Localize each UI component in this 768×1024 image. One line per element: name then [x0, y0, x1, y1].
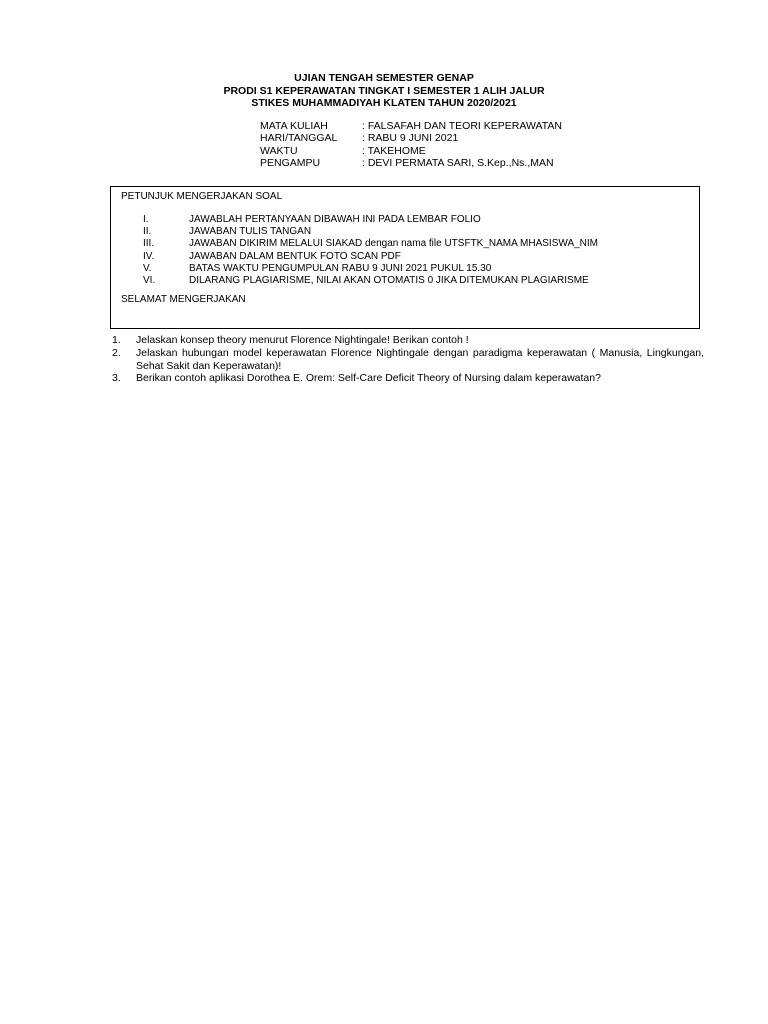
instruction-item	[143, 263, 598, 275]
instruction-text: JAWABAN DALAM BENTUK FOTO SCAN PDF	[189, 250, 401, 262]
info-value: : RABU 9 JUNI 2021	[362, 132, 459, 145]
exam-info	[260, 120, 562, 170]
question-text: Jelaskan konsep theory menurut Florence Nightingale! Berikan contoh !	[136, 334, 469, 346]
info-row-time	[260, 145, 562, 157]
info-row-course	[260, 120, 562, 132]
info-row-lecturer	[260, 157, 562, 169]
question-number: 2.	[112, 346, 121, 359]
instruction-text: BATAS WAKTU PENGUMPULAN RABU 9 JUNI 2021 PUKUL 15.30	[189, 262, 492, 274]
info-value: : TAKEHOME	[362, 144, 426, 157]
info-row-date	[260, 132, 562, 144]
info-label: PENGAMPU	[260, 157, 321, 170]
question-item	[112, 372, 704, 385]
question-text: Berikan contoh aplikasi Dorothea E. Orem: Self-Care Deficit Theory of Nursing dalam keperawatan?	[136, 372, 601, 385]
instruction-item	[143, 275, 598, 287]
instruction-item	[143, 214, 598, 226]
instructions-box	[110, 186, 700, 329]
question-item	[112, 334, 704, 347]
question-number: 3.	[112, 372, 121, 385]
instruction-number: IV.	[143, 250, 155, 262]
info-value: : FALSAFAH DAN TEORI KEPERAWATAN	[362, 120, 562, 132]
instruction-number: VI.	[143, 275, 156, 287]
instruction-item	[143, 226, 598, 238]
closing-text: SELAMAT MENGERJAKAN	[121, 294, 246, 305]
instruction-number: II.	[143, 226, 152, 238]
question-list	[112, 334, 704, 385]
program-title: PRODI S1 KEPERAWATAN TINGKAT I SEMESTER 1 ALIH JALUR	[223, 84, 545, 97]
document-header	[0, 72, 768, 110]
instruction-text: JAWABAN TULIS TANGAN	[189, 226, 312, 238]
exam-title: UJIAN TENGAH SEMESTER GENAP	[294, 72, 474, 84]
instructions-title: PETUNJUK MENGERJAKAN SOAL	[121, 191, 283, 202]
instructions-list	[143, 214, 598, 287]
instruction-number: I.	[143, 214, 149, 225]
instruction-text: JAWABAN DIKIRIM MELALUI SIAKAD dengan nama file UTSFTK_NAMA MHASISWA_NIM	[189, 238, 598, 250]
info-label: MATA KULIAH	[260, 120, 328, 132]
question-item	[112, 347, 704, 373]
instruction-text: DILARANG PLAGIARISME, NILAI AKAN OTOMATIS 0 JIKA DITEMUKAN PLAGIARISME	[189, 275, 589, 287]
info-label: WAKTU	[260, 144, 298, 157]
info-label: HARI/TANGGAL	[260, 132, 338, 145]
question-text: Jelaskan hubungan model keperawatan Florence Nightingale dengan paradigma keperawatan ( Manusia, Lingkungan, Sehat Sakit dan Keperawatan)!	[136, 346, 704, 372]
institution-title: STIKES MUHAMMADIYAH KLATEN TAHUN 2020/2021	[251, 97, 517, 109]
instruction-number: V.	[143, 262, 152, 274]
instruction-text: JAWABLAH PERTANYAAN DIBAWAH INI PADA LEMBAR FOLIO	[189, 214, 481, 225]
instruction-item	[143, 238, 598, 250]
instruction-item	[143, 251, 598, 263]
question-number: 1.	[112, 334, 121, 346]
instruction-number: III.	[143, 238, 155, 250]
info-value: : DEVI PERMATA SARI, S.Kep.,Ns.,MAN	[362, 157, 554, 170]
